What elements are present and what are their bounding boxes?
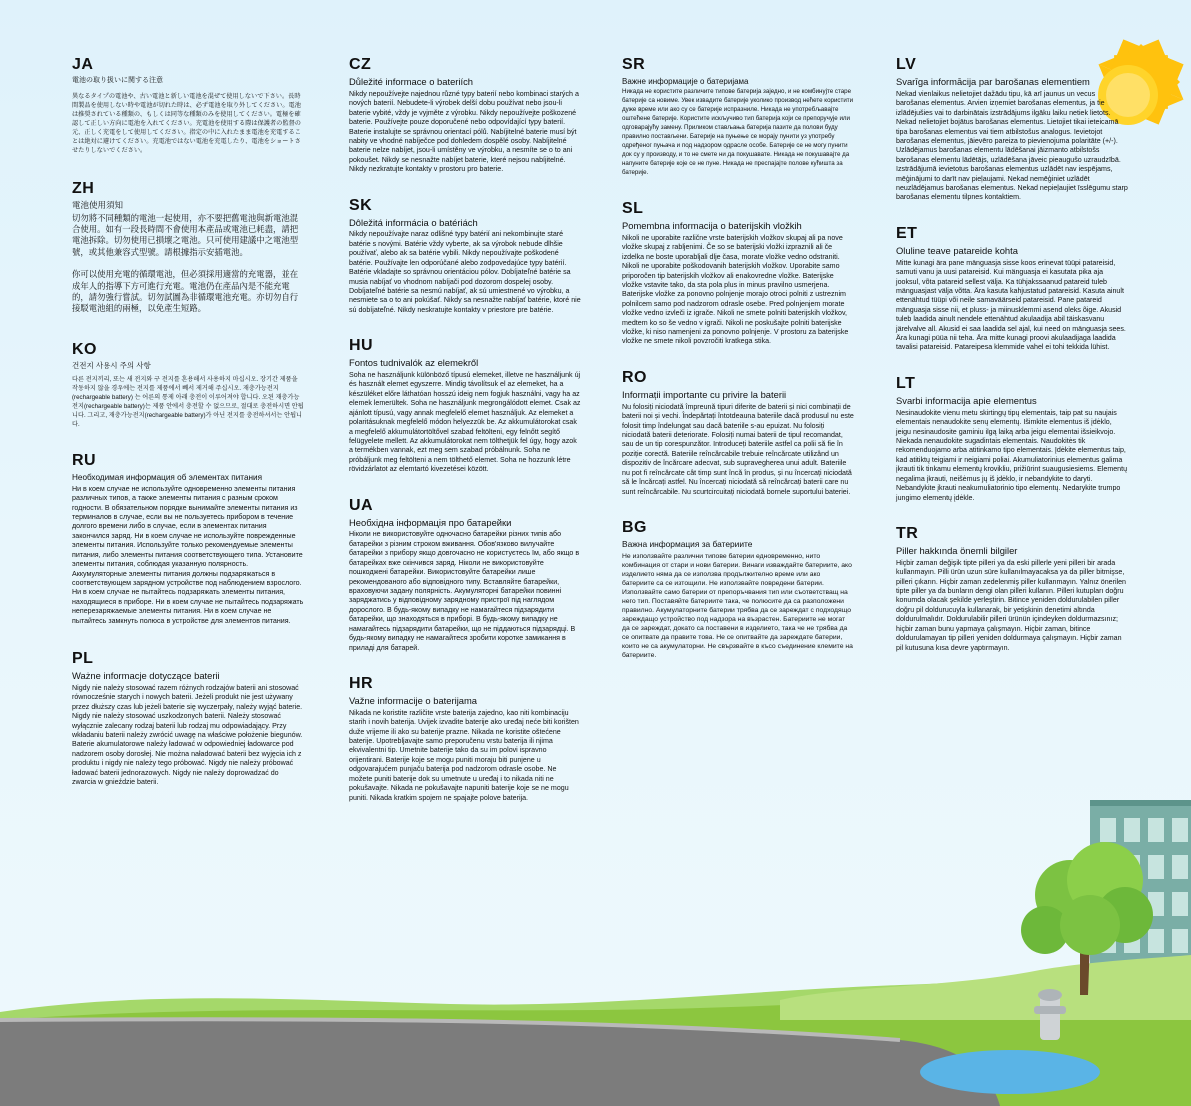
language-code: UA xyxy=(349,496,374,514)
section-sr xyxy=(622,56,854,178)
section-lv xyxy=(896,56,1128,203)
section-title: Важне информације о батеријама xyxy=(622,77,749,86)
language-code: BG xyxy=(622,518,647,536)
section-body: Nigdy nie należy stosować razem różnych rodzajów baterii ani stosować równocześnie starych i nowych baterii. Jeżeli produkt nie jest używany przez dłuższy czas lub jeżeli baterie się wyczerpały, należy wyjąć baterie. Nigdy nie należy stosować uszkodzonych baterii. Należy stosować wyłącznie zalecany rodzaj baterii lub rodzaj mu odpowiadający. Przy wkładaniu baterii należy zwrócić uwagę na właściwe położenie biegunów. Baterie akumulatorowe należy ładować w odpowiedniej ładowarce pod nadzorem osoby dorosłej. Nie można naładować baterii bez wyjęcia ich z produktu i nigdy nie należy tego próbować. Nigdy nie należy próbować ładować baterii jednorazowych. Nigdy nie należy doprowadzać do zwarcia w gnieździe baterii. xyxy=(72,683,303,787)
section-body: Soha ne használjunk különböző típusú elemeket, illetve ne használjunk új és használt elemet egyszerre. Mindig távolítsuk el az elemeket, ha a készüléket előre láthatóan hosszú ideig nem fogjuk használni, vagy ha az elemek lemerültek. Soha ne használjunk megrongálódott elemet. Csak az ajánlott típusú, vagy annak megfelelő elemet használjuk. Az elemeket a polaritásuknak megfelelő módon helyezzük be. Az akkumulátorokat csak a megfelelő akkumulátortöltővel szabad feltölteni, egy felnőtt segítő felügyelete mellett. Az akkumulátorokat nem tölthetjük fel úgy, hogy azok a termékben vannak, ezt meg sem szabad próbálnunk. Soha ne próbáljunk meg feltölteni a nem tölthető elemet. Soha ne hozzunk létre rövidzárlatot az elemtartó kivezetései között. xyxy=(349,371,581,474)
section-ja xyxy=(72,56,304,156)
section-body: Mitte kunagi ära pane mänguasja sisse koos erinevat tüüpi patareisid, samuti vanu ja uusi patareisid. Kui mänguasja ei kasutata pika aja jooksul, võta patareid sellest välja. Ka tühjakssaanud patareid tuleb mänguasjast välja võtta. Ära kasuta kahjustatud patareisid. Kasuta ainult ettenähtud tüüpi või neile samaväärseid patareisid. Pane patareid mänguasja sisse nii, et pluss- ja miinusklemmi asend oleks õige. Akusid tuleb laadida ainult nendele ettenähtud akulaadija abil täiskasvanu järelvalve all. Akusid ei saa laadida sel ajal, kui need on mänguasja sees. Ära kunagi püüa nii teha. Ära mitte kunagi proovi akulaadijaga laadida tavalisi patareisid. Patareipesa klemmide vahel ei tohi tekkida lühist. xyxy=(896,258,1126,352)
section-body: Hiçbir zaman değişik tipte pilleri ya da eski pillerle yeni pilleri bir arada kullanmayın. Pilli ürün uzun süre kullanılmayacaksa ya da piller bitmişse, pilleri çıkarın. Hiçbir zaman zedelenmiş piller kullanmayın. Yalnız önerilen tipte piller ya da bunların dengi olan pilleri kullanın. Pilleri kutupları doğru konumda olacak şekilde yerleştirin. Bitince yeniden doldurulabilen piller doğru pil doldurucuyla kullanarak, bir yetişkinin denetimi altında doldurulmalıdır. Doldurulabilir pilleri ürünün içindeyken doldurmazsınız; hiçbir zaman bunu yapmaya çalışmayın. Hiçbir zaman, bitince doldurulamayan tip pilleri yeniden doldurmaya çalışmayın. Hiçbir zaman pil kutusuna kısa devre yaptırmayın. xyxy=(896,558,1126,652)
language-code: HU xyxy=(349,337,374,355)
section-title: Pomembna informacija o baterijskih vložkih xyxy=(622,220,802,232)
section-body: Nikdy nepoužívejte najednou různé typy baterií nebo kombinaci starých a nových baterií. Nebudete-li výrobek delší dobu používat nebo jsou-li baterie vybité, vždy je vyjměte z výrobku. Nikdy nepoužívejte poškozené baterie. Používejte pouze doporučené nebo odpovídající typy baterií. Baterie instalujte se správnou orientací pólů. Nabíjitelné baterie musí být nabity ve vhodné nabíječce pod dohledem dospělé osoby. Nabíjitelné baterie nelze nabíjet, jsou-li umístěny ve výrobku, a nesmíte se o to ani pokoušet. Nikdy se nesnažte nabíjet baterie, které nejsou nabíjitelné. Nikdy nezkratujte kontakty v prostoru pro baterie. xyxy=(349,89,579,174)
language-code: LV xyxy=(896,56,917,73)
section-title: Необходимая информация об элементах питания xyxy=(72,473,263,483)
section-title: Необхідна інформація про батарейки xyxy=(349,516,512,528)
language-code: LT xyxy=(896,374,916,392)
section-title: Dôležitá informácia o batériách xyxy=(349,216,478,228)
language-code: RO xyxy=(622,368,647,386)
column-2 xyxy=(349,56,581,820)
language-code: RU xyxy=(72,452,97,470)
section-title: Důležité informace o bateriích xyxy=(349,76,474,87)
section-title: 電池の取り扱いに関する注意 xyxy=(72,77,163,84)
section-hu xyxy=(349,337,581,474)
section-body: Nikoli ne uporabite različne vrste baterijskih vložkov skupaj ali pa nove vložke skupaj z rabljenimi. Če so se baterijski vložki izpraznili ali če izdelka ne boste uporabljali dlje časa, morate vložke vedno odstraniti. Nikoli ne uporabite poškodovanih baterijskih vložkov. Uporabite samo priporočen tip baterijskih vložkov ali enakovredne vložke. Baterijske vložke vstavite tako, da sta pola plus in minus pravilno usmerjena. Baterijske vložke za ponovno polnjenje morajo otroci polniti z ustreznim polnilcem samo pod nadzorom odrasle osebe. Pred polnjenjem morate vložke vedno izvleči iz igrače. Nikoli ne smete polniti baterijskih vložkov, medtem ko so še vedno v igrači. Nikoli ne poskušajte polniti baterijske vložke, ki niso namenjeni za ponovno polnjenje. V prostoru za baterijske vložke ne smete nikoli povzročiti kratkega stika. xyxy=(622,233,849,346)
language-code: ZH xyxy=(72,179,95,197)
language-code: CZ xyxy=(349,56,372,73)
column-3 xyxy=(622,56,854,677)
section-cz xyxy=(349,56,581,175)
section-title: Važne informacije o baterijama xyxy=(349,694,478,706)
section-bg xyxy=(622,519,854,660)
language-code: ET xyxy=(896,224,918,242)
section-body: 다른 전지끼리, 또는 새 전지와 구 전지를 혼용해서 사용하지 마십시오. 장기간 제품을 작동하지 않을 경우에는 전지를 제품에서 빼서 제거해 주십시오. 재충가능전지(rechargeable battery) 는 어른의 통제 아래 충전이 이루어져야 합니다. 오된 재충가능전지(rechargeable battery)는 제품 안에서 충전할 수 없으므로, 절대로 충전하시면 안됩니다. 그리고, 재충가능전지(rechargeable battery)가 아닌 전지를 충전하셔서는 안됩니다. xyxy=(72,376,304,429)
section-title: Informații importante cu privire la baterii xyxy=(622,388,787,400)
section-ua xyxy=(349,497,581,653)
section-body: Не използвайте различни типове батерии едновременно, нито комбинация от стари и нови батерии. Винаги изваждайте батериите, ако изделието няма да се използва продължително време или ако батериите са се изтощили. Не използвайте повредени батерии. Използвайте само батерии от препоръчвания тип или съответстващ на него тип. Поставяйте батериите така, че полюсите да са разположени правилно. Акумулаторните батерии трябва да се зареждат с подходящо зареждащо устройство под надзора на възрастен. Батериите не могат да се зареждат, докато са поставени в изделието, така че не трябва да се опитвате да правите това. Не се опитвайте да зареждате батерии, които не са акумулаторни. Не свързвайте в късо съединение клемите на батериите. xyxy=(622,552,853,659)
section-title: Ważne informacje dotyczące baterii xyxy=(72,670,220,682)
section-body: Никада не користите различите типове батерија заједно, и не комбинујте старе батерије са новиме. Увек извадите батерије уколико производ нећете користити дуже време или ако су се батерије испразниле. Никада не употребљавајте оштећене батерије. Користите искључиво тип батерија који се препоручује или одговарајућу замену. Приликом стављања батерија пазите да полови буду правилно постављени. Батерије на пуњење се морају пунити уз употребу одређеног пуњача и под надзором одрасле особе. Батерије се не могу пунити док су у производу, и то не смете ни да покушавате. Никада не покушавајте да напуните батерије које се не пуне. Никада не преспајајте полове кућишта за батерије. xyxy=(622,88,854,177)
language-code: SK xyxy=(349,196,373,214)
section-title: Svarbi informacija apie elementus xyxy=(896,394,1037,406)
section-tr xyxy=(896,525,1128,653)
section-title: Fontos tudnivalók az elemekről xyxy=(349,357,479,369)
section-sk xyxy=(349,197,581,316)
section-title: Piller hakkında önemli bilgiler xyxy=(896,544,1018,556)
section-title: Svarīga informācija par barošanas elementiem xyxy=(896,76,1090,87)
section-pl xyxy=(72,650,304,787)
language-code: SR xyxy=(622,56,646,73)
language-code: PL xyxy=(72,650,94,668)
section-body: 切勿將不同種類的電池一起使用，亦不要把舊電池與新電池混合使用。如有一段長時間不會使用本產品或電池已耗盡，請把電池拆除。切勿使用已損壞之電池。只可使用建議中之電池型號，或其他兼容式型號。請根據指示安插電池。 你可以使用充電的循環電池，但必須採用適當的充電器，並在成年人的指導下方可進行充電。電池仍在產品內是不能充電的，請勿強行嘗試。切勿試圖為非循環電池充電。亦切勿自行接駁電池組的兩極，以免產生短路。 xyxy=(72,212,299,314)
section-body: Nesinaudokite vienu metu skirtingų tipų elementais, taip pat su naujais elementais nenaudokite senų elementų. Išimkite elementus iš įdėklo, jeigu nesinaudosite gaminiu ilgą laiką arba jeigu elementai išsieikvojo. Niekada nenaudokite sugadintais elementais. Naudokitės tik rekomenduojamo arba atitinkamo tipo elementais. Įdėkite elementus taip, kad atitiktų teigiami ir neigiami poliai. Akumuliatorinius elementus galima įkrauti tik tinkamu elementų krovikliu, prižiūrint suaugusiesiems. Elementų negalima įkrauti, neišėmus jų iš įdėklo, ir nebandykite to daryti. Nebandykite įkrauti neakumuliatorinio tipo elementų. Nedarykite trumpo jungimo elementų įdėkle. xyxy=(896,408,1128,502)
section-body: Nikada ne koristite različite vrste baterija zajedno, kao niti kombinaciju starih i novih baterija. Uvijek izvadite baterije ako uređaj neće biti korišten duže vrijeme ili ako su baterije prazne. Nikada ne koristite oštećene baterije. Upotrebljavajte samo preporučenu vrstu baterija ili njima ekvivalentni tip. Umetnite baterije tako da su im polovi ispravno orijentirani. Baterije koje se mogu puniti moraju biti punjene u odgovarajućem punjaču baterija pod nadzorom odrasle osobe. Ne možete puniti baterije dok su umetnute u uređaj i to nikada niti ne pokušavajte. Nikada ne pokušavajte napuniti baterije koje se ne mogu puniti. Nikada kratkim spojem ne spajajte polove baterija. xyxy=(349,708,579,802)
section-ro xyxy=(622,369,854,497)
section-title: Важна информация за батериите xyxy=(622,538,753,549)
pond xyxy=(920,1050,1100,1094)
section-title: 건전지 사용시 주의 사항 xyxy=(72,360,151,370)
section-title: Oluline teave patareide kohta xyxy=(896,244,1018,256)
section-zh xyxy=(72,180,304,315)
section-body: 異なるタイプの電池や、古い電池と新しい電池を混ぜて使用しないで下さい。長時間製品を使用しない時や電池が切れた時は、必ず電池を取り外してください。電池は推奨されている種類の、もしくは同等な種類のみを使用してください。電極を確認して正しい方向に電池を入れてください。充電池を使用する際は保護者の監督の元、正しく充電をして使用してください。指定の中に入れたまま電池を充電することは絶対に避けてください。充電池ではない電池を充電したり、電池をショートさせたりしないでください。 xyxy=(72,93,301,154)
column-4 xyxy=(896,56,1128,670)
language-code: HR xyxy=(349,674,374,692)
section-body: Ніколи не використовуйте одночасно батарейки різних типів або батарейки з різним строком вживання. Обов'язково вилучайте батарейки з прибору якщо довгочасно не користуєтесь їм, або якщо в батарейках вже скінчився заряд. Ніколи не використовуйте пошкоджені батарейки. Використовуйте батарейки лише рекомендованого або відповідного типу. Вставляйте батарейки, враховуючи задану полярність. Акумуляторні батарейки повинні заряджатись у відповідному зарядному пристрої під наглядом дорослого. В будь-якому випадку не намагайтеся підзарядити батарейки, що знаходяться в приборі. В будь-якому випадку не намагайтесь підзарядити батарейки, що не піддаються підзарядці. В будь-якому випадку не намагайтеся зробити коротке замикання в приладі для батарей. xyxy=(349,530,580,652)
section-ru xyxy=(72,452,304,626)
section-ko xyxy=(72,341,304,431)
section-title: 電池使用須知 xyxy=(72,199,124,210)
language-code: KO xyxy=(72,340,97,358)
section-body: Ни в коем случае не используйте одновременно элементы питания различных типов, а также элементы питания с разным сроком годности. В обязательном порядке вынимайте элементы питания из терминалов в случае, если вы не пользуетесь прибором в течение долгого времени либо в случае, если в элементах питания закончился заряд. Ни в коем случае не используйте поврежденные элементы питания. Используйте только рекомендуемые элементы питания, либо элементы питания соответствующего типа. Установите элементы питания, соблюдая указанную полярность. Аккумуляторные элементы питания должны подзаряжаться в соответствующем зарядном устройстве под наблюдением взрослого. Ни в коем случае не пытайтесь подзаряжать элементы питания, находящиеся в приборе. Ни в коем случае не пытайтесь подзаряжать неперезаряжаемые элементы питания. Ни в коем случае не пытайтесь замкнуть полюса в устройстве для элементов питания. xyxy=(72,484,304,625)
section-body: Nu folosiți niciodată împreună tipuri diferite de baterii și nici combinații de baterii noi și vechi. Îndepărtați întotdeauna bateriile dacă produsul nu este folosit timp îndelungat sau dacă bateriile s-au epuizat. Nu folosiți niciodată baterii deteriorate. Folosiți numai baterii de tipul recomandat, sau de un tip corespunzător. Introduceți bateriile astfel ca polii să fie în poziție corectă. Bateriile reîncărcabile trebuie reîncărcate utilizând un dispozitiv de încărcare adecvat, sub supravegherea unui adult. Bateriile nu pot fi reîncărcate cât timp sunt încă în produs, și nu încercați niciodată să le încărcați astfel. Nu încercați niciodată să reîncărcați baterii care nu sunt reîncărcabile. Nu scurtcircuitați niciodată bornele suportului bateriei. xyxy=(622,402,854,496)
language-code: SL xyxy=(622,200,644,218)
section-body: Nekad vienlaikus nelietojiet dažādu tipu, kā arī jaunus un vecus barošanas elementus. Arvien izņemiet barošanas elementus, ja tie izlādējušies vai to darbinātais izstrādājums ilgāku laiku netiek lietots. Nekad nelietojiet bojātus barošanas elementus. Lietojiet tikai ieteicamā tipa barošanas elementus vai tiem atbilstošus analogus. Ievietojot barošanas elementus, jāievēro pareiza to pievienojuma polaritāte (+/-). Uzlādējamus barošanas elementu lādēšanai jāizmanto atbilstošs barošanas elementu lādētājs, uzlādēšana jāveic pieaugušo uzraudzībā. Izstrādājumā ievietotus barošanas elementus uzlādēt nav iespējams, mēģinājumi to darīt nav pieļaujami. Nekad nemēģiniet uzlādēt neuzlādējamus barošanas elementus. Nekad nepieļaujiet īsslēgumu starp barošanas elementu tilpnes kontaktiem. xyxy=(896,89,1128,202)
section-et xyxy=(896,225,1128,353)
language-code: JA xyxy=(72,56,94,73)
column-1 xyxy=(72,56,304,805)
section-lt xyxy=(896,375,1128,503)
section-hr xyxy=(349,675,581,803)
section-sl xyxy=(622,200,854,347)
section-body: Nikdy nepoužívajte naraz odlišné typy batérií ani nekombinujte staré batérie s novými. Batérie vždy vyberte, ak sa výrobok nebude dlhšie používať, alebo ak sa batérie vybili. Nikdy nepoužívajte poškodené batérie. Používajte len odporúčané alebo zodpovedajúce typy batérií. Batérie vkladajte so správnou orientáciou pólov. Dobíjateľné batérie sa musia nabíjať vo vhodnom nabíjači pod dozorom dospelej osoby. Dobíjateľné batérie sa nesmú nabíjať, ak sú umiestnené vo výrobku, a nesmiete sa o to ani pokúšať. Nikdy sa nesnažte nabíjať batérie, ktoré nie sú dobíjateľné. Nikdy neskratujte kontakty v priestore pre batérie. xyxy=(349,230,581,314)
language-code: TR xyxy=(896,524,919,542)
